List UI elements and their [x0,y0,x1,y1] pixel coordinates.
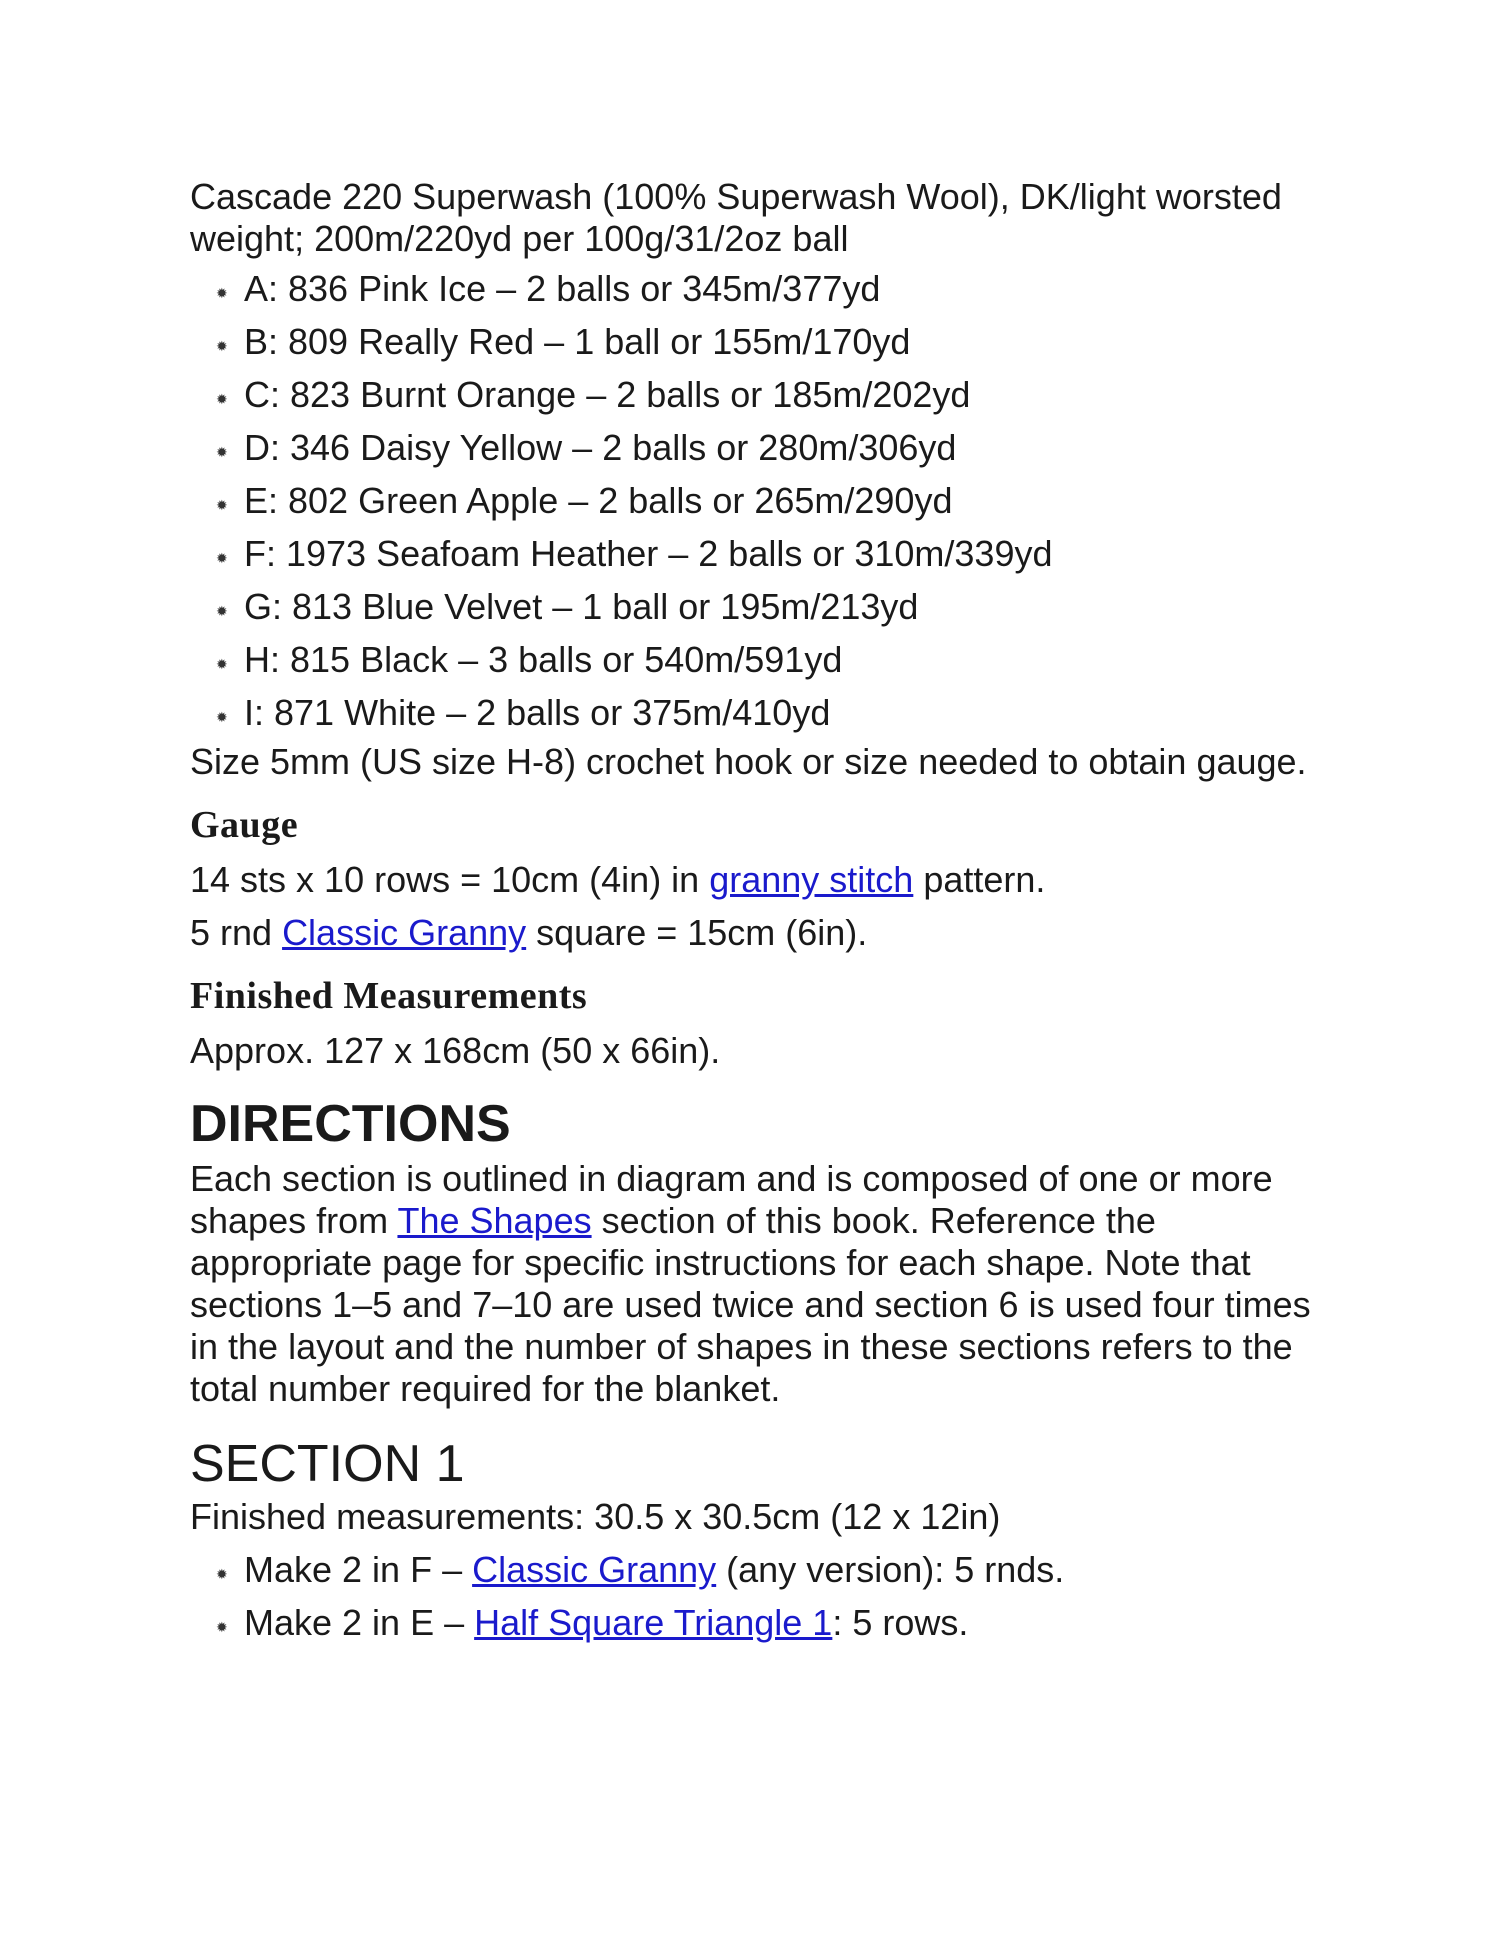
classic-granny-link[interactable]: Classic Granny [472,1549,717,1590]
list-item: ✹ G: 813 Blue Velvet – 1 ball or 195m/213yd [216,586,919,627]
list-item: ✹ E: 802 Green Apple – 2 balls or 265m/290yd [216,480,953,521]
gauge-line-2: 5 rnd Classic Granny square = 15cm (6in). [190,912,868,953]
bullet-icon: ✹ [216,1566,228,1582]
yarn-color-list [190,268,1330,734]
yarn-intro: Cascade 220 Superwash (100% Superwash Wool), DK/light worsted weight; 200m/220yd per 100g/31/2oz ball [190,176,1282,259]
list-item: ✹ I: 871 White – 2 balls or 375m/410yd [216,692,831,733]
hook-text: Size 5mm (US size H-8) crochet hook or size needed to obtain gauge. [190,741,1307,782]
list-item: ✹ H: 815 Black – 3 balls or 540m/591yd [216,639,843,680]
list-item: ✹ F: 1973 Seafoam Heather – 2 balls or 310m/339yd [216,533,1053,574]
directions-heading: DIRECTIONS [190,1095,511,1153]
bullet-icon: ✹ [216,444,228,460]
list-item: ✹ D: 346 Daisy Yellow – 2 balls or 280m/306yd [216,427,957,468]
granny-stitch-link[interactable]: granny stitch [709,859,914,900]
bullet-icon: ✹ [216,391,228,407]
section-1-measurements: Finished measurements: 30.5 x 30.5cm (12 x 12in) [190,1496,1001,1537]
the-shapes-link[interactable]: The Shapes [397,1200,592,1241]
list-item: ✹ Make 2 in E – Half Square Triangle 1: 5 rows. [216,1602,969,1643]
list-item: ✹ A: 836 Pink Ice – 2 balls or 345m/377yd [216,268,881,309]
bullet-icon: ✹ [216,709,228,725]
bullet-icon: ✹ [216,550,228,566]
section-1-heading: SECTION 1 [190,1435,465,1493]
finished-measurements-text: Approx. 127 x 168cm (50 x 66in). [190,1030,721,1071]
bullet-icon: ✹ [216,338,228,354]
list-item: ✹ Make 2 in F – Classic Granny (any version): 5 rnds. [216,1549,1065,1590]
bullet-icon: ✹ [216,603,228,619]
document-page [190,176,1330,1655]
section-1-list [190,1549,1330,1644]
half-square-triangle-link[interactable]: Half Square Triangle 1 [474,1602,833,1643]
directions-paragraph: Each section is outlined in diagram and is composed of one or more shapes from The Shapes section of this book. Reference the appropriate page for specific instructions for each shape. Note that sections 1–5 and 7–10 are used twice and section 6 is used four times in the layout and the number of shapes in these sections refers to the total number required for the blanket. [190,1158,1311,1409]
gauge-heading: Gauge [190,804,299,846]
list-item: ✹ C: 823 Burnt Orange – 2 balls or 185m/202yd [216,374,971,415]
bullet-icon: ✹ [216,656,228,672]
bullet-icon: ✹ [216,497,228,513]
gauge-line-1: 14 sts x 10 rows = 10cm (4in) in granny stitch pattern. [190,859,1046,900]
finished-measurements-heading: Finished Measurements [190,975,588,1017]
bullet-icon: ✹ [216,285,228,301]
bullet-icon: ✹ [216,1619,228,1635]
list-item: ✹ B: 809 Really Red – 1 ball or 155m/170yd [216,321,911,362]
classic-granny-link[interactable]: Classic Granny [282,912,527,953]
